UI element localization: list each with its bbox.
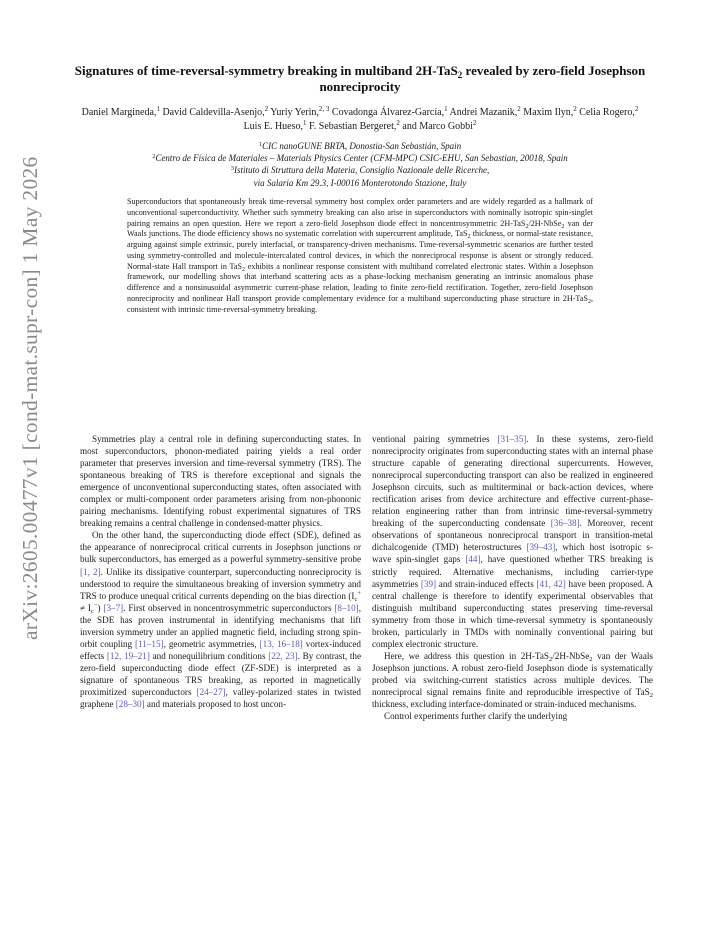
citation: [39]	[420, 578, 437, 589]
subscript: 2	[589, 655, 593, 663]
author-name: F. Sebastian Bergeret,	[309, 120, 397, 132]
author	[82, 107, 160, 118]
text-run: . In these systems, zero-field nonreciprocity originates from superconducting states with an internal phase structure capable of generating directional supercurrents. However, nonreciprocal superconducting transport can also be realized in engineered Josephson circuits, such as multiterminal or back-action devices, where rectification arises from device architecture and effective current-phase-relation engineering rather than from intrinsic time-reversal-symmetry breaking of the superconducting condensate	[372, 434, 654, 529]
author	[579, 107, 638, 118]
author-affiliation-mark: 2	[634, 105, 639, 113]
subscript: 2	[525, 223, 529, 230]
author	[332, 107, 448, 118]
text-run: thickness, or normal-state resistance, arguing against simple extrinsic, purely interfacial, or transparency-driven mechanisms. Time-reversal-symmetric scenarios are further tested using symmetry-controlled and molecule-intercalated control devices, in which the nonreciprocal response is absent or strongly reduced. Normal-state Hall transport in TaS	[127, 229, 593, 271]
text-run: /2H-NbSe	[552, 650, 590, 661]
citation: [12, 19–21]	[106, 650, 150, 661]
author-affiliation-mark: 2	[573, 105, 577, 113]
citation: [13, 16–18]	[259, 638, 303, 649]
author-name: Yuriy Yerin,	[270, 107, 319, 118]
text-run: exhibits a nonlinear response consistent with multiband correlated electronic states. Within a Josephson framework, our modelling shows that interband scattering acts as a phase-locking mechanism generating an intrinsic anomalous phase difference and a nonsinusoidal asymmetric current-phase relation, leading to finite zero-field rectification. Together, zero-field Josephson nonreciprocity and nonlinear Hall transport provide complementary evidence for a multiband superconducting phase structure in 2H-TaS	[127, 261, 594, 303]
subscript: 2	[242, 266, 246, 273]
title-subscript: 2	[457, 70, 463, 80]
text-run: )	[97, 602, 104, 613]
subscript: 2	[467, 234, 471, 241]
citation: [44]	[465, 554, 481, 565]
author-name: Covadonga Álvarez-García,	[331, 107, 445, 118]
author-affiliation-mark: 1	[156, 105, 160, 113]
text-run: . Unlike its dissipative counterpart, superconducting nonreciprocity is understood to require the simultaneous breaking of inversion symmetry and TRS to produce unequal critical currents depending on the bias direction (	[80, 566, 361, 601]
affiliation-text: CIC nanoGUNE BRTA, Donostia-San Sebastián, Spain	[262, 141, 462, 151]
author-list	[80, 106, 640, 133]
author	[523, 107, 577, 118]
author-name: Andrei Mazanik,	[449, 107, 518, 118]
author	[309, 118, 400, 132]
author-affiliation-mark: 2	[472, 118, 477, 127]
text-run: I	[351, 590, 355, 601]
text-run: and nonequilibrium conditions	[149, 650, 269, 661]
body-column-left	[80, 433, 361, 710]
author-name: and Marco Gobbi	[402, 120, 473, 132]
author	[450, 107, 521, 118]
subscript: c	[354, 595, 358, 603]
citation: [28–30]	[115, 699, 145, 710]
author-affiliation-mark: 2	[264, 105, 269, 113]
paragraph	[80, 433, 361, 529]
text-run: , the SDE has proven instrumental in identifying mechanisms that lift inversion symmetry under an applied magnetic field, including strong spin-orbit coupling	[80, 602, 361, 649]
text-run: , consistent with intrinsic time-reversal-symmetry breaking.	[127, 293, 593, 314]
citation: [39–43]	[526, 542, 556, 553]
body-column-right	[372, 433, 653, 722]
citation: [11–15]	[135, 638, 164, 649]
text-run: , geometric asymmetries,	[163, 638, 260, 649]
text-run: Here, we address this question in 2H-TaS	[384, 650, 549, 661]
citation: [41, 42]	[536, 578, 566, 589]
author-affiliation-mark: 2	[517, 105, 521, 113]
text-run: . By contrast, the zero-field superconducting diode effect (ZF-SDE) is interpreted as a signature of spontaneous TRS breaking, as reported in magnetically proximitized superconductors	[80, 650, 362, 697]
text-run: and strain-induced effects	[436, 578, 537, 589]
text-run: . First observed in noncentrosymmetric superconductors	[123, 602, 335, 613]
affiliation-line	[60, 177, 660, 189]
citation: [1, 2]	[80, 566, 101, 577]
text-run: van der Waals Josephson junctions. A robust zero-field Josephson diode is systematically probed via switching-current statistics across multiple devices. The nonreciprocal signal remains finite and reproducible irrespective of TaS	[372, 650, 653, 697]
citation: [36–38]	[550, 518, 580, 529]
citation: [8–10]	[334, 602, 359, 613]
affiliation-text: via Salaria Km 29.3, I-00016 Monterotondo Stazione, Italy	[253, 177, 467, 188]
author-name: Maxim Ilyn,	[523, 107, 574, 118]
paper-title	[70, 63, 650, 95]
text-run: van der Waals junctions. The diode efficiency shows no systematic correlation with supercurrent amplitude, TaS	[127, 218, 593, 239]
affiliation-line	[60, 152, 660, 164]
author-affiliation-mark: 1	[444, 105, 448, 113]
text-run: , have questioned whether TRS breaking is strictly required. Alternative mechanisms, including carrier-type asymmetries	[372, 554, 654, 589]
citation: [3–7]	[103, 602, 124, 613]
paragraph	[80, 529, 361, 710]
affiliation-text: Centro de Física de Materiales – Materials Physics Center (CFM-MPC) CSIC-EHU, San Sebastian, 20018, Spain	[155, 153, 568, 164]
superscript: −	[93, 601, 98, 609]
author-affiliation-mark: 2	[396, 118, 400, 127]
subscript: 2	[649, 691, 653, 699]
subscript: 2	[587, 298, 591, 305]
paragraph	[372, 650, 653, 710]
arxiv-identifier: arXiv:2605.00477v1 [cond-mat.supr-con] 1 May 2026	[18, 156, 42, 640]
author-name: Celia Rogero,	[579, 107, 635, 118]
citation: [31–35]	[497, 434, 527, 444]
text-run: ventional pairing symmetries	[372, 434, 498, 444]
author-affiliation-mark: 2, 3	[318, 105, 330, 113]
affiliation-line	[60, 164, 660, 176]
text-run: have been proposed. A central challenge is therefore to identify experimental observables that distinguish multiband superconducting states preserving time-reversal symmetry from those in which time-reversal symmetry is spontaneously broken, particularly in TMDs with nominally conventional pairing but complex electronic structure.	[372, 578, 653, 649]
author	[402, 118, 477, 132]
author-name: David Caldevilla-Asenjo,	[162, 107, 265, 118]
text-run: On the other hand, the superconducting diode effect (SDE), defined as the appearance of nonreciprocal critical currents in Josephson junctions or bulk superconductors, has emerged as a powerful symmetry-sensitive probe	[80, 530, 361, 565]
paragraph	[372, 433, 653, 650]
text-run: ≠ I	[80, 602, 91, 613]
subscript: 2	[561, 223, 565, 230]
text-run: , which host isotropic s-wave spin-singlet gaps	[372, 542, 653, 565]
citation: [22, 23]	[268, 650, 298, 661]
affiliation-number: 3	[230, 165, 235, 173]
author-name: Daniel Margineda,	[81, 107, 157, 118]
text-run: /2H-NbSe	[528, 218, 562, 228]
author-name: Luis E. Hueso,	[243, 120, 304, 132]
title-part2: revealed by zero-field Josephson nonreciprocity	[319, 63, 646, 94]
author	[270, 107, 329, 118]
superscript: +	[357, 589, 361, 597]
text-run: . Moreover, recent observations of spontaneous nonreciprocal transport in transition-metal dichalcogenide (TMD) heterostructures	[372, 518, 653, 553]
author-affiliation-mark: 1	[303, 118, 307, 127]
text-run: Control experiments further clarify the underlying	[384, 711, 568, 722]
text-run: Superconductors that spontaneously break time-reversal symmetry host complex order parameters and are widely regarded as a hallmark of unconventional superconductivity. Whether such symmetry breaking can also arise in superconductors with nominally isotropic spin-singlet pairing remains an open question. Here we report a zero-field Josephson diode effect in noncentrosymmetric 2H-TaS	[127, 197, 593, 228]
abstract	[127, 197, 593, 315]
title-part1: Signatures of time-reversal-symmetry breaking in multiband 2H-TaS	[74, 63, 458, 78]
author	[162, 107, 268, 118]
affiliation-list	[60, 140, 660, 189]
text-run: , valley-polarized states in twisted graphene	[80, 686, 361, 710]
text-run: and materials proposed to host uncon-	[144, 699, 287, 710]
paragraph	[372, 710, 653, 722]
affiliation-number: 2	[152, 153, 156, 161]
affiliation-number: 1	[258, 141, 263, 148]
affiliation-text: Istituto di Struttura della Materia, Consiglio Nazionale delle Ricerche,	[234, 165, 490, 176]
text-run: Symmetries play a central role in defining superconducting states. In most superconductors, phonon-mediated pairing yields a real order parameter that preserves inversion and time-reversal symmetry (TRS). The spontaneous breaking of TRS is therefore exceptional and signals the emergence of unconventional superconducting states, often associated with complex or multi-component order parameters arising from non-phononic pairing mechanisms. Identifying robust experimental signatures of TRS breaking remains a central challenge in condensed-matter physics.	[80, 434, 361, 529]
citation: [24–27]	[196, 686, 226, 697]
author	[243, 118, 307, 132]
text-run: vortex-induced effects	[80, 638, 361, 661]
affiliation-line	[60, 140, 660, 152]
text-run: thickness, excluding interface-dominated or strain-induced mechanisms.	[372, 699, 637, 710]
subscript: 2	[548, 655, 553, 663]
subscript: c	[90, 607, 94, 615]
